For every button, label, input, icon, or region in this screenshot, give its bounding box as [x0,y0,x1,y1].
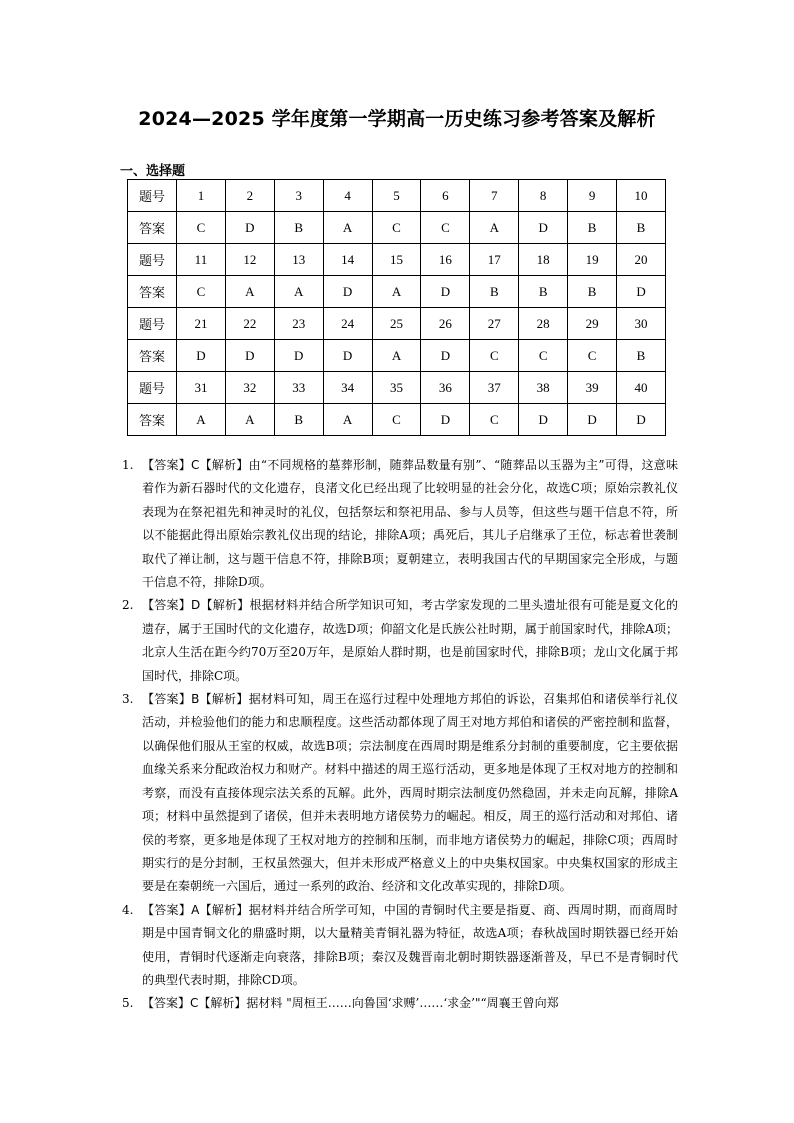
question-number-cell: 21 [177,308,226,340]
explanation-text [142,992,678,1015]
answer-cell: D [274,340,323,372]
explanation-item [122,992,678,1015]
question-number-cell: 30 [617,308,666,340]
explanations [122,454,678,1016]
answer-cell: D [519,404,568,436]
answer-cell: C [177,212,226,244]
question-number-cell: 12 [225,244,274,276]
question-label: 题号 [128,180,177,212]
question-label: 题号 [128,308,177,340]
answer-cell: D [421,276,470,308]
question-number-cell: 6 [421,180,470,212]
answer-cell: C [177,276,226,308]
answer-cell: A [225,404,274,436]
answer-cell: B [568,276,617,308]
question-number-cell: 18 [519,244,568,276]
answer-cell: D [177,340,226,372]
answer-cell: B [519,276,568,308]
question-number-cell: 5 [372,180,421,212]
question-label: 题号 [128,372,177,404]
page-title: 2024—2025 学年度第一学期高一历史练习参考答案及解析 [138,108,656,130]
question-number-row [128,372,666,404]
explanation-text [142,594,678,688]
question-number-cell: 39 [568,372,617,404]
question-number-cell: 17 [470,244,519,276]
question-number-cell: 19 [568,244,617,276]
answer-cell: B [274,212,323,244]
explanation-item [122,454,678,594]
answer-cell: C [372,404,421,436]
answer-label: 答案 [128,276,177,308]
question-number-cell: 1 [177,180,226,212]
answer-row [128,404,666,436]
answer-cell: D [421,340,470,372]
question-number-cell: 23 [274,308,323,340]
question-number-cell: 28 [519,308,568,340]
question-number-cell: 4 [323,180,372,212]
answer-cell: D [617,404,666,436]
explanation-number: 5. [122,996,134,1011]
explanation-text [142,688,678,899]
question-number-cell: 15 [372,244,421,276]
question-number-cell: 22 [225,308,274,340]
answer-cell: D [568,404,617,436]
answer-cell: C [568,340,617,372]
question-number-cell: 8 [519,180,568,212]
question-number-cell: 32 [225,372,274,404]
question-number-cell: 40 [617,372,666,404]
question-number-cell: 2 [225,180,274,212]
answer-cell: C [421,212,470,244]
explanation-number: 3. [122,692,134,707]
question-number-cell: 14 [323,244,372,276]
answer-tag: 【答案】C【解析】 [142,458,249,472]
answer-row [128,212,666,244]
answer-row [128,276,666,308]
question-number-cell: 3 [274,180,323,212]
explanation-number: 1. [122,458,134,472]
question-number-cell: 9 [568,180,617,212]
answer-cell: B [617,212,666,244]
question-number-cell: 31 [177,372,226,404]
answer-cell: D [225,340,274,372]
question-number-row [128,180,666,212]
explanation-number: 2. [122,598,134,613]
question-number-cell: 24 [323,308,372,340]
explanation-body: 根据材料并结合所学知识可知，考古学家发现的二里头遗址很有可能是夏文化的遗存，属于王国时代的文化遗存，故选D项；仰韶文化是氏族公社时期，属于前国家时代，排除A项；北京人生活在距今约70万至20万年，是原始人群时期，也是前国家时代，排除B项；龙山文化属于邦国时代，排除C项。 [142,598,678,683]
question-number-cell: 10 [617,180,666,212]
answer-row [128,340,666,372]
question-number-cell: 13 [274,244,323,276]
question-number-row [128,308,666,340]
answer-cell: D [519,212,568,244]
answer-cell: C [519,340,568,372]
answer-cell: A [323,404,372,436]
explanation-item [122,688,678,899]
explanation-item [122,899,678,993]
question-number-cell: 25 [372,308,421,340]
question-number-cell: 34 [323,372,372,404]
answer-cell: A [177,404,226,436]
answer-cell: C [470,340,519,372]
question-number-cell: 38 [519,372,568,404]
answer-cell: B [470,276,519,308]
question-number-cell: 33 [274,372,323,404]
answer-cell: A [372,340,421,372]
answer-cell: A [372,276,421,308]
section-heading: 一、选择题 [120,164,186,179]
answer-cell: A [225,276,274,308]
answer-cell: A [470,212,519,244]
question-number-cell: 16 [421,244,470,276]
question-number-cell: 36 [421,372,470,404]
explanation-item [122,594,678,688]
question-number-cell: 26 [421,308,470,340]
explanation-text [142,454,678,594]
answer-cell: B [274,404,323,436]
answer-table [127,179,666,436]
answer-tag: 【答案】A【解析】 [142,902,249,917]
answer-cell: D [323,276,372,308]
answer-cell: C [470,404,519,436]
answer-cell: D [225,212,274,244]
answer-tag: 【答案】B【解析】 [142,692,249,707]
answer-tag: 【答案】D【解析】 [142,598,250,613]
answer-label: 答案 [128,404,177,436]
answer-cell: D [617,276,666,308]
answer-label: 答案 [128,212,177,244]
explanation-body: 据材料并结合所学可知，中国的青铜时代主要是指夏、商、西周时期，而商周时期是中国青铜文化的鼎盛时期，以大量精美青铜礼器为特征，故选A项；春秋战国时期铁器已经开始使用，青铜时代逐渐走向衰落，排除B项；秦汉及魏晋南北朝时期铁器逐渐普及，早已不是青铜时代的典型代表时期，排除CD项。 [142,902,678,987]
answer-cell: D [421,404,470,436]
question-number-cell: 35 [372,372,421,404]
explanation-body: 由“不同规格的墓葬形制，随葬品数量有别”、“随葬品以玉器为主”可得，这意味着作为新石器时代的文化遗存，良渚文化已经出现了比较明显的社会分化，故选C项；原始宗教礼仪表现为在祭祀祖先和神灵时的礼仪，包括祭坛和祭祀用品、参与人员等，但这些与题干信息不符，所以不能据此得出原始宗教礼仪出现的结论，排除A项；禹死后，其儿子启继承了王位，标志着世袭制取代了禅让制，这与题干信息不符，排除B项；夏朝建立，表明我国古代的早期国家完全形成，与题干信息不符，排除D项。 [142,458,678,590]
question-number-cell: 7 [470,180,519,212]
explanation-number: 4. [122,902,134,917]
explanation-body: 据材料可知，周王在巡行过程中处理地方邦伯的诉讼，召集邦伯和诸侯举行礼仪活动，并检验他们的能力和忠顺程度。这些活动都体现了周王对地方邦伯和诸侯的严密控制和监督，以确保他们服从王室的权威，故选B项；宗法制度在西周时期是维系分封制的重要制度，它主要依据血缘关系来分配政治权力和财产。材料中描述的周王巡行活动，更多地是体现了王权对地方的控制和考察，而没有直接体现宗法关系的瓦解。此外，西周时期宗法制度仍然稳固，并未走向瓦解，排除A项；材料中虽然提到了诸侯，但并未表明地方诸侯势力的崛起。相反，周王的巡行活动和对邦伯、诸侯的考察，更多地是体现了王权对地方的控制和压制，而非地方诸侯势力的崛起，排除C项；西周时期实行的是分封制，王权虽然强大，但并未形成严格意义上的中央集权国家。中央集权国家的形成主要是在秦朝统一六国后，通过一系列的政治、经济和文化改革实现的，排除D项。 [142,692,678,894]
question-number-row [128,244,666,276]
answer-cell: D [323,340,372,372]
answer-cell: A [274,276,323,308]
answer-label: 答案 [128,340,177,372]
question-number-cell: 27 [470,308,519,340]
answer-cell: C [372,212,421,244]
explanation-body: 据材料 "周桓王……向鲁国‘求赙’……‘求金’"“周襄王曾向郑 [246,996,559,1011]
answer-cell: A [323,212,372,244]
question-number-cell: 20 [617,244,666,276]
question-number-cell: 37 [470,372,519,404]
question-number-cell: 11 [177,244,226,276]
answer-cell: B [568,212,617,244]
answer-tag: 【答案】C【解析】 [142,996,247,1011]
answer-cell: B [617,340,666,372]
question-number-cell: 29 [568,308,617,340]
explanation-text [142,899,678,993]
question-label: 题号 [128,244,177,276]
